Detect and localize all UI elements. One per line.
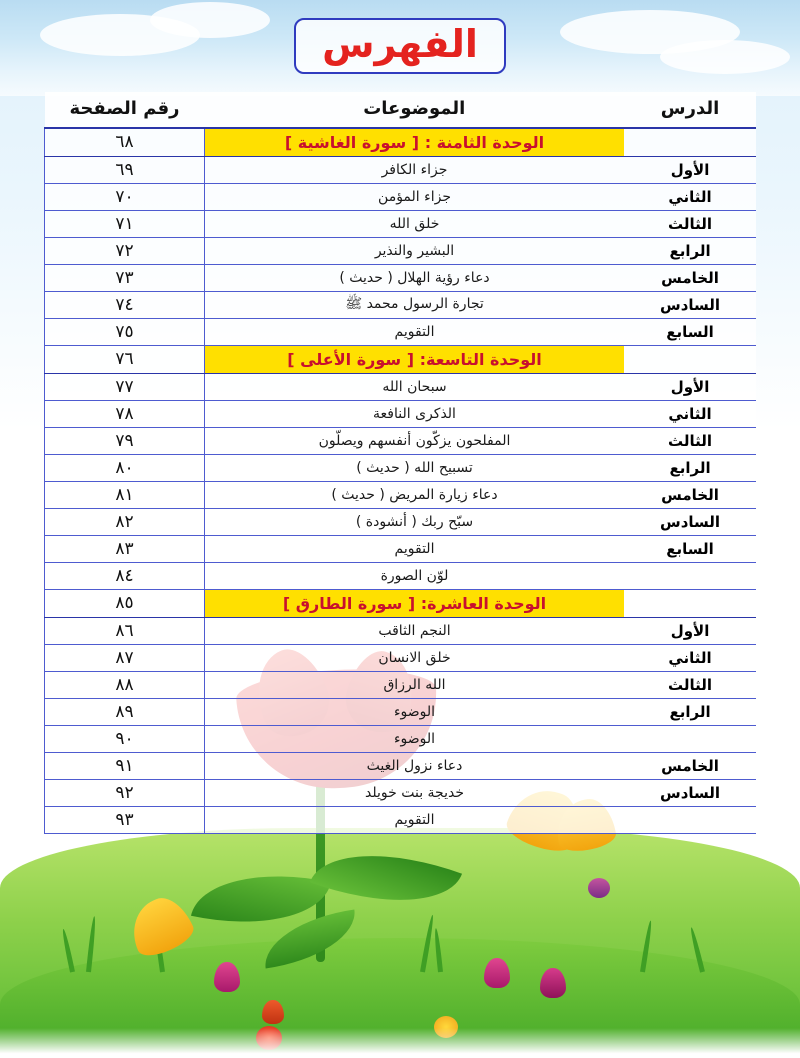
unit-page-number: ٨٥ [45, 589, 205, 617]
table-of-contents [44, 92, 756, 834]
table-row [45, 373, 757, 400]
table-row [45, 535, 757, 562]
page-number: ٩١ [45, 752, 205, 779]
unit-row-lesson-cell [624, 589, 756, 617]
page-number: ٨٧ [45, 644, 205, 671]
table-row [45, 183, 757, 210]
page-number: ٨٦ [45, 617, 205, 644]
topic-title: خلق الله [204, 210, 624, 237]
table-row [45, 644, 757, 671]
lesson-number: الخامس [624, 752, 756, 779]
lesson-number: السادس [624, 508, 756, 535]
page-number: ٧٩ [45, 427, 205, 454]
page-number: ٧٢ [45, 237, 205, 264]
topic-title: التقويم [204, 806, 624, 833]
page-number: ٧٠ [45, 183, 205, 210]
topic-title: جزاء الكافر [204, 156, 624, 183]
unit-row-lesson-cell [624, 128, 756, 156]
table-row [45, 562, 757, 589]
lesson-number: الأول [624, 617, 756, 644]
topic-title: تسبيح الله ( حديث ) [204, 454, 624, 481]
page-number: ٧٥ [45, 318, 205, 345]
page-number: ٨٨ [45, 671, 205, 698]
table-row [45, 779, 757, 806]
lesson-number: الثالث [624, 427, 756, 454]
lesson-number: السادس [624, 779, 756, 806]
lesson-number: الخامس [624, 481, 756, 508]
lesson-number: الثاني [624, 644, 756, 671]
lesson-number: الأول [624, 156, 756, 183]
table-row [45, 237, 757, 264]
topic-title: الله الرزاق [204, 671, 624, 698]
topic-title: التقويم [204, 535, 624, 562]
table-header [45, 92, 757, 128]
table-row [45, 508, 757, 535]
unit-title: الوحدة التاسعة: [ سورة الأعلى ] [204, 345, 624, 373]
page-number: ٨٩ [45, 698, 205, 725]
topic-title: خديجة بنت خويلد [204, 779, 624, 806]
page-number: ٧٨ [45, 400, 205, 427]
table-row [45, 617, 757, 644]
table-row [45, 291, 757, 318]
topic-title: خلق الانسان [204, 644, 624, 671]
topic-title: النجم الثاقب [204, 617, 624, 644]
page-number: ٨١ [45, 481, 205, 508]
table-row [45, 318, 757, 345]
lesson-number: الرابع [624, 698, 756, 725]
table-row [45, 210, 757, 237]
topic-title: الذكرى النافعة [204, 400, 624, 427]
topic-title: دعاء زيارة المريض ( حديث ) [204, 481, 624, 508]
lesson-number: الثالث [624, 210, 756, 237]
lesson-number: الأول [624, 373, 756, 400]
table-header-row [45, 92, 757, 128]
topic-title: الوضوء [204, 698, 624, 725]
topic-title: البشير والنذير [204, 237, 624, 264]
topic-title: الوضوء [204, 725, 624, 752]
topic-title: سبحان الله [204, 373, 624, 400]
page-title [0, 18, 800, 74]
column-header-topic: الموضوعات [204, 92, 624, 128]
table-row [45, 481, 757, 508]
topic-title: سبّح ربك ( أنشودة ) [204, 508, 624, 535]
page-number: ٧١ [45, 210, 205, 237]
unit-page-number: ٦٨ [45, 128, 205, 156]
topic-title: لوّن الصورة [204, 562, 624, 589]
table-row [45, 156, 757, 183]
lesson-number: الثاني [624, 183, 756, 210]
page-number: ٦٩ [45, 156, 205, 183]
page-number: ٩٠ [45, 725, 205, 752]
topic-title: التقويم [204, 318, 624, 345]
lesson-number: الخامس [624, 264, 756, 291]
table-row [45, 671, 757, 698]
page-title-box [294, 18, 506, 74]
unit-heading-row [45, 345, 757, 373]
topic-title: جزاء المؤمن [204, 183, 624, 210]
lesson-number [624, 806, 756, 833]
unit-page-number: ٧٦ [45, 345, 205, 373]
topic-title: دعاء نزول الغيث [204, 752, 624, 779]
lesson-number: الثاني [624, 400, 756, 427]
page-number: ٧٤ [45, 291, 205, 318]
topic-title: دعاء رؤية الهلال ( حديث ) [204, 264, 624, 291]
lesson-number [624, 562, 756, 589]
lesson-number: الثالث [624, 671, 756, 698]
unit-title: الوحدة العاشرة: [ سورة الطارق ] [204, 589, 624, 617]
lesson-number: السابع [624, 535, 756, 562]
lesson-number: الرابع [624, 237, 756, 264]
page-number: ٧٧ [45, 373, 205, 400]
page-number: ٧٣ [45, 264, 205, 291]
lesson-number: الرابع [624, 454, 756, 481]
table-row [45, 454, 757, 481]
unit-title: الوحدة الثامنة : [ سورة الغاشية ] [204, 128, 624, 156]
topic-title: المفلحون يزكّون أنفسهم ويصلّون [204, 427, 624, 454]
table-row [45, 427, 757, 454]
page-number: ٨٣ [45, 535, 205, 562]
lesson-number: السادس [624, 291, 756, 318]
page-title-text: الفهرس [322, 22, 478, 66]
table-row [45, 752, 757, 779]
page-number: ٨٢ [45, 508, 205, 535]
lesson-number [624, 725, 756, 752]
table-body [45, 128, 757, 833]
table-row [45, 264, 757, 291]
page-number: ٩٣ [45, 806, 205, 833]
column-header-page: رقم الصفحة [45, 92, 205, 128]
unit-heading-row [45, 589, 757, 617]
page-number: ٩٢ [45, 779, 205, 806]
page-number: ٨٠ [45, 454, 205, 481]
table-row [45, 698, 757, 725]
unit-row-lesson-cell [624, 345, 756, 373]
column-header-lesson: الدرس [624, 92, 756, 128]
table-row [45, 806, 757, 833]
lesson-number: السابع [624, 318, 756, 345]
topic-title: تجارة الرسول محمد ﷺ [204, 291, 624, 318]
table-row [45, 400, 757, 427]
page-number: ٨٤ [45, 562, 205, 589]
table-row [45, 725, 757, 752]
unit-heading-row [45, 128, 757, 156]
